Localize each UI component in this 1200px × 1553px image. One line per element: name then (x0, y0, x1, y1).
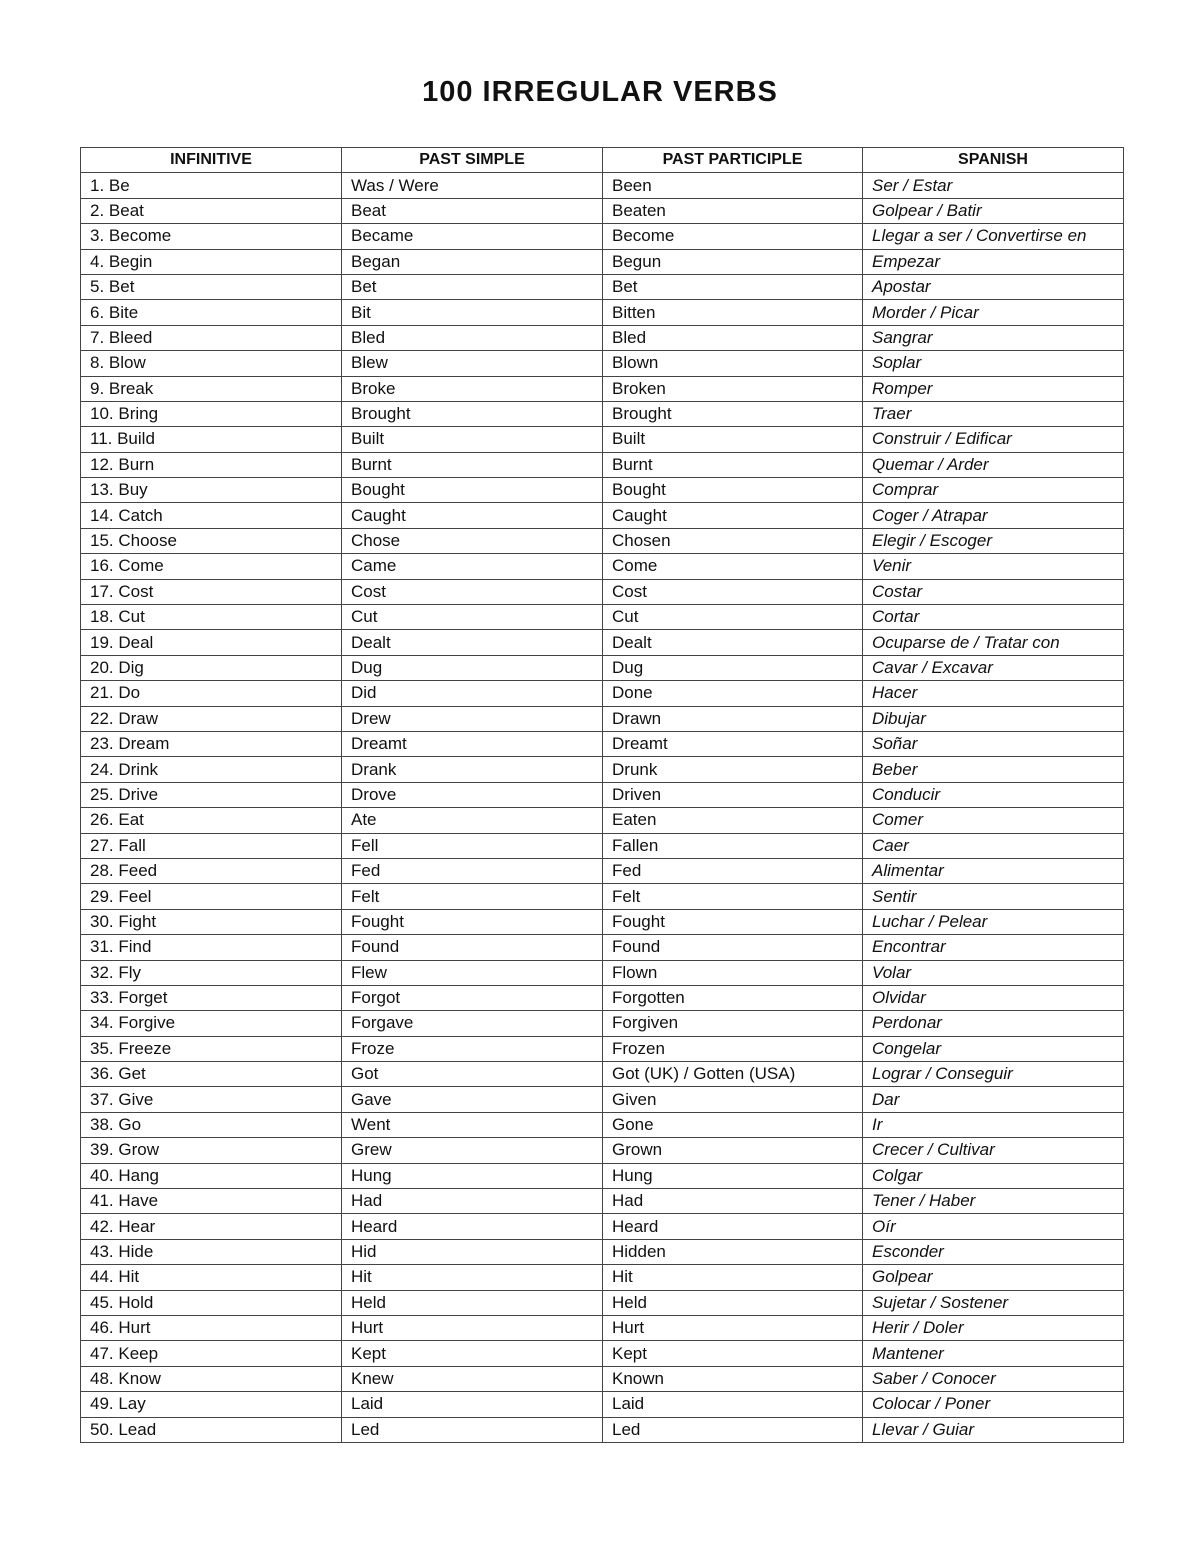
table-row (81, 782, 1124, 807)
cell-past-simple: Forgot (342, 985, 603, 1010)
cell-spanish: Quemar / Arder (863, 452, 1124, 477)
cell-past-participle: Frozen (603, 1036, 863, 1061)
cell-past-participle: Forgiven (603, 1011, 863, 1036)
cell-past-simple: Bet (342, 274, 603, 299)
cell-past-participle: Bled (603, 325, 863, 350)
cell-infinitive: 1. Be (81, 173, 342, 198)
cell-spanish: Sujetar / Sostener (863, 1290, 1124, 1315)
cell-spanish: Lograr / Conseguir (863, 1062, 1124, 1087)
header-past-simple: PAST SIMPLE (342, 148, 603, 173)
table-row (81, 960, 1124, 985)
cell-spanish: Golpear (863, 1265, 1124, 1290)
table-row (81, 757, 1124, 782)
cell-past-simple: Fell (342, 833, 603, 858)
table-row (81, 503, 1124, 528)
cell-infinitive: 36. Get (81, 1062, 342, 1087)
cell-past-simple: Went (342, 1112, 603, 1137)
table-row (81, 858, 1124, 883)
cell-past-simple: Brought (342, 401, 603, 426)
table-row (81, 1138, 1124, 1163)
cell-spanish: Conducir (863, 782, 1124, 807)
table-row (81, 427, 1124, 452)
cell-past-participle: Cut (603, 605, 863, 630)
cell-infinitive: 41. Have (81, 1189, 342, 1214)
cell-infinitive: 30. Fight (81, 909, 342, 934)
cell-infinitive: 10. Bring (81, 401, 342, 426)
table-row (81, 300, 1124, 325)
cell-spanish: Crecer / Cultivar (863, 1138, 1124, 1163)
cell-infinitive: 2. Beat (81, 198, 342, 223)
cell-spanish: Venir (863, 554, 1124, 579)
cell-spanish: Herir / Doler (863, 1315, 1124, 1340)
cell-infinitive: 24. Drink (81, 757, 342, 782)
table-row (81, 173, 1124, 198)
cell-spanish: Olvidar (863, 985, 1124, 1010)
cell-spanish: Perdonar (863, 1011, 1124, 1036)
cell-infinitive: 47. Keep (81, 1341, 342, 1366)
cell-spanish: Soñar (863, 731, 1124, 756)
cell-infinitive: 17. Cost (81, 579, 342, 604)
cell-past-participle: Flown (603, 960, 863, 985)
cell-past-participle: Become (603, 224, 863, 249)
cell-past-participle: Drawn (603, 706, 863, 731)
cell-spanish: Sangrar (863, 325, 1124, 350)
header-row (81, 148, 1124, 173)
cell-past-participle: Given (603, 1087, 863, 1112)
cell-spanish: Encontrar (863, 935, 1124, 960)
cell-past-simple: Fed (342, 858, 603, 883)
table-row (81, 1392, 1124, 1417)
cell-infinitive: 3. Become (81, 224, 342, 249)
cell-past-simple: Forgave (342, 1011, 603, 1036)
table-row (81, 1112, 1124, 1137)
cell-past-simple: Hurt (342, 1315, 603, 1340)
cell-past-participle: Eaten (603, 808, 863, 833)
cell-past-simple: Was / Were (342, 173, 603, 198)
cell-infinitive: 43. Hide (81, 1239, 342, 1264)
cell-past-participle: Been (603, 173, 863, 198)
cell-past-participle: Drunk (603, 757, 863, 782)
cell-past-participle: Driven (603, 782, 863, 807)
cell-past-simple: Froze (342, 1036, 603, 1061)
cell-spanish: Apostar (863, 274, 1124, 299)
cell-past-simple: Knew (342, 1366, 603, 1391)
cell-infinitive: 22. Draw (81, 706, 342, 731)
cell-infinitive: 26. Eat (81, 808, 342, 833)
cell-past-participle: Fed (603, 858, 863, 883)
table-row (81, 554, 1124, 579)
header-past-participle: PAST PARTICIPLE (603, 148, 863, 173)
verbs-table (80, 147, 1124, 1443)
cell-spanish: Romper (863, 376, 1124, 401)
cell-spanish: Oír (863, 1214, 1124, 1239)
table-row (81, 478, 1124, 503)
cell-spanish: Volar (863, 960, 1124, 985)
cell-infinitive: 7. Bleed (81, 325, 342, 350)
cell-past-participle: Had (603, 1189, 863, 1214)
cell-past-simple: Found (342, 935, 603, 960)
cell-spanish: Cavar / Excavar (863, 655, 1124, 680)
header-infinitive: INFINITIVE (81, 148, 342, 173)
cell-spanish: Beber (863, 757, 1124, 782)
cell-past-simple: Hung (342, 1163, 603, 1188)
header-spanish: SPANISH (863, 148, 1124, 173)
cell-spanish: Colocar / Poner (863, 1392, 1124, 1417)
cell-infinitive: 13. Buy (81, 478, 342, 503)
cell-spanish: Morder / Picar (863, 300, 1124, 325)
table-row (81, 1087, 1124, 1112)
table-row (81, 655, 1124, 680)
cell-past-participle: Bitten (603, 300, 863, 325)
table-row (81, 630, 1124, 655)
table-row (81, 1315, 1124, 1340)
cell-infinitive: 48. Know (81, 1366, 342, 1391)
cell-infinitive: 25. Drive (81, 782, 342, 807)
cell-infinitive: 37. Give (81, 1087, 342, 1112)
page-title: 100 IRREGULAR VERBS (422, 76, 778, 108)
cell-past-simple: Laid (342, 1392, 603, 1417)
cell-infinitive: 35. Freeze (81, 1036, 342, 1061)
cell-past-simple: Flew (342, 960, 603, 985)
cell-spanish: Tener / Haber (863, 1189, 1124, 1214)
cell-past-simple: Bought (342, 478, 603, 503)
cell-spanish: Dibujar (863, 706, 1124, 731)
cell-spanish: Llevar / Guiar (863, 1417, 1124, 1442)
cell-infinitive: 38. Go (81, 1112, 342, 1137)
table-row (81, 401, 1124, 426)
cell-past-participle: Kept (603, 1341, 863, 1366)
cell-past-participle: Known (603, 1366, 863, 1391)
cell-infinitive: 27. Fall (81, 833, 342, 858)
cell-past-participle: Built (603, 427, 863, 452)
cell-past-simple: Cost (342, 579, 603, 604)
cell-spanish: Cortar (863, 605, 1124, 630)
cell-past-simple: Drew (342, 706, 603, 731)
cell-infinitive: 42. Hear (81, 1214, 342, 1239)
cell-spanish: Llegar a ser / Convertirse en (863, 224, 1124, 249)
cell-past-participle: Dealt (603, 630, 863, 655)
cell-infinitive: 32. Fly (81, 960, 342, 985)
cell-infinitive: 28. Feed (81, 858, 342, 883)
cell-spanish: Golpear / Batir (863, 198, 1124, 223)
table-row (81, 935, 1124, 960)
cell-past-simple: Caught (342, 503, 603, 528)
table-row (81, 833, 1124, 858)
table-row (81, 1417, 1124, 1442)
table-row (81, 198, 1124, 223)
cell-past-participle: Got (UK) / Gotten (USA) (603, 1062, 863, 1087)
cell-past-participle: Forgotten (603, 985, 863, 1010)
cell-infinitive: 15. Choose (81, 528, 342, 553)
cell-past-simple: Came (342, 554, 603, 579)
cell-past-participle: Fought (603, 909, 863, 934)
cell-spanish: Empezar (863, 249, 1124, 274)
table-row (81, 1214, 1124, 1239)
cell-infinitive: 49. Lay (81, 1392, 342, 1417)
cell-infinitive: 16. Come (81, 554, 342, 579)
cell-past-simple: Heard (342, 1214, 603, 1239)
table-row (81, 681, 1124, 706)
table-row (81, 884, 1124, 909)
table-row (81, 605, 1124, 630)
table-row (81, 1189, 1124, 1214)
cell-past-simple: Cut (342, 605, 603, 630)
cell-infinitive: 34. Forgive (81, 1011, 342, 1036)
cell-past-participle: Dreamt (603, 731, 863, 756)
cell-spanish: Esconder (863, 1239, 1124, 1264)
cell-past-simple: Bled (342, 325, 603, 350)
cell-past-simple: Hit (342, 1265, 603, 1290)
cell-past-simple: Had (342, 1189, 603, 1214)
cell-past-simple: Gave (342, 1087, 603, 1112)
cell-infinitive: 14. Catch (81, 503, 342, 528)
cell-past-participle: Blown (603, 351, 863, 376)
table-row (81, 528, 1124, 553)
cell-spanish: Congelar (863, 1036, 1124, 1061)
table-row (81, 1341, 1124, 1366)
cell-past-participle: Hung (603, 1163, 863, 1188)
cell-infinitive: 40. Hang (81, 1163, 342, 1188)
table-row (81, 985, 1124, 1010)
cell-spanish: Soplar (863, 351, 1124, 376)
table-row (81, 1036, 1124, 1061)
cell-past-simple: Got (342, 1062, 603, 1087)
table-row (81, 1239, 1124, 1264)
cell-past-participle: Hit (603, 1265, 863, 1290)
table-row (81, 1062, 1124, 1087)
cell-spanish: Construir / Edificar (863, 427, 1124, 452)
cell-past-participle: Cost (603, 579, 863, 604)
table-row (81, 909, 1124, 934)
cell-spanish: Comer (863, 808, 1124, 833)
cell-past-simple: Fought (342, 909, 603, 934)
cell-infinitive: 9. Break (81, 376, 342, 401)
cell-past-simple: Burnt (342, 452, 603, 477)
cell-past-participle: Held (603, 1290, 863, 1315)
table-body (81, 173, 1124, 1443)
cell-past-simple: Hid (342, 1239, 603, 1264)
cell-past-participle: Done (603, 681, 863, 706)
table-row (81, 808, 1124, 833)
cell-past-participle: Brought (603, 401, 863, 426)
cell-infinitive: 45. Hold (81, 1290, 342, 1315)
cell-past-simple: Broke (342, 376, 603, 401)
cell-past-simple: Began (342, 249, 603, 274)
table-row (81, 579, 1124, 604)
table-row (81, 1163, 1124, 1188)
cell-past-participle: Found (603, 935, 863, 960)
cell-infinitive: 46. Hurt (81, 1315, 342, 1340)
cell-past-simple: Grew (342, 1138, 603, 1163)
cell-spanish: Costar (863, 579, 1124, 604)
cell-past-participle: Gone (603, 1112, 863, 1137)
cell-infinitive: 18. Cut (81, 605, 342, 630)
cell-infinitive: 4. Begin (81, 249, 342, 274)
cell-infinitive: 33. Forget (81, 985, 342, 1010)
cell-past-participle: Bet (603, 274, 863, 299)
table-row (81, 351, 1124, 376)
cell-past-participle: Hidden (603, 1239, 863, 1264)
cell-past-participle: Chosen (603, 528, 863, 553)
cell-past-participle: Burnt (603, 452, 863, 477)
cell-infinitive: 5. Bet (81, 274, 342, 299)
cell-past-participle: Fallen (603, 833, 863, 858)
cell-past-simple: Dealt (342, 630, 603, 655)
cell-past-participle: Grown (603, 1138, 863, 1163)
cell-past-participle: Caught (603, 503, 863, 528)
cell-past-simple: Led (342, 1417, 603, 1442)
cell-past-participle: Come (603, 554, 863, 579)
cell-past-participle: Heard (603, 1214, 863, 1239)
cell-past-simple: Drank (342, 757, 603, 782)
table-row (81, 1290, 1124, 1315)
cell-past-simple: Beat (342, 198, 603, 223)
cell-past-participle: Dug (603, 655, 863, 680)
cell-infinitive: 39. Grow (81, 1138, 342, 1163)
table-row (81, 1011, 1124, 1036)
cell-past-participle: Beaten (603, 198, 863, 223)
cell-past-simple: Bit (342, 300, 603, 325)
cell-infinitive: 23. Dream (81, 731, 342, 756)
cell-spanish: Hacer (863, 681, 1124, 706)
cell-spanish: Dar (863, 1087, 1124, 1112)
cell-infinitive: 44. Hit (81, 1265, 342, 1290)
cell-past-simple: Chose (342, 528, 603, 553)
cell-spanish: Sentir (863, 884, 1124, 909)
cell-infinitive: 12. Burn (81, 452, 342, 477)
cell-past-simple: Became (342, 224, 603, 249)
cell-infinitive: 11. Build (81, 427, 342, 452)
table-row (81, 325, 1124, 350)
cell-past-participle: Begun (603, 249, 863, 274)
cell-infinitive: 21. Do (81, 681, 342, 706)
cell-past-simple: Blew (342, 351, 603, 376)
table-row (81, 274, 1124, 299)
cell-infinitive: 50. Lead (81, 1417, 342, 1442)
cell-infinitive: 29. Feel (81, 884, 342, 909)
table-row (81, 1265, 1124, 1290)
cell-past-simple: Held (342, 1290, 603, 1315)
cell-past-participle: Laid (603, 1392, 863, 1417)
cell-infinitive: 19. Deal (81, 630, 342, 655)
cell-past-simple: Did (342, 681, 603, 706)
table-row (81, 731, 1124, 756)
table-row (81, 376, 1124, 401)
cell-infinitive: 6. Bite (81, 300, 342, 325)
table-row (81, 452, 1124, 477)
cell-spanish: Comprar (863, 478, 1124, 503)
cell-past-simple: Dreamt (342, 731, 603, 756)
cell-past-participle: Broken (603, 376, 863, 401)
table-row (81, 1366, 1124, 1391)
cell-past-participle: Led (603, 1417, 863, 1442)
cell-past-simple: Built (342, 427, 603, 452)
cell-spanish: Saber / Conocer (863, 1366, 1124, 1391)
cell-spanish: Caer (863, 833, 1124, 858)
cell-spanish: Traer (863, 401, 1124, 426)
cell-past-simple: Ate (342, 808, 603, 833)
cell-spanish: Mantener (863, 1341, 1124, 1366)
cell-spanish: Luchar / Pelear (863, 909, 1124, 934)
cell-past-simple: Dug (342, 655, 603, 680)
cell-past-simple: Kept (342, 1341, 603, 1366)
cell-spanish: Alimentar (863, 858, 1124, 883)
cell-infinitive: 8. Blow (81, 351, 342, 376)
cell-spanish: Ir (863, 1112, 1124, 1137)
cell-spanish: Ocuparse de / Tratar con (863, 630, 1124, 655)
table-row (81, 249, 1124, 274)
cell-spanish: Elegir / Escoger (863, 528, 1124, 553)
cell-spanish: Colgar (863, 1163, 1124, 1188)
cell-past-participle: Hurt (603, 1315, 863, 1340)
cell-past-simple: Felt (342, 884, 603, 909)
cell-past-simple: Drove (342, 782, 603, 807)
cell-spanish: Ser / Estar (863, 173, 1124, 198)
cell-spanish: Coger / Atrapar (863, 503, 1124, 528)
cell-past-participle: Felt (603, 884, 863, 909)
table-row (81, 706, 1124, 731)
cell-infinitive: 20. Dig (81, 655, 342, 680)
table-row (81, 224, 1124, 249)
cell-past-participle: Bought (603, 478, 863, 503)
cell-infinitive: 31. Find (81, 935, 342, 960)
